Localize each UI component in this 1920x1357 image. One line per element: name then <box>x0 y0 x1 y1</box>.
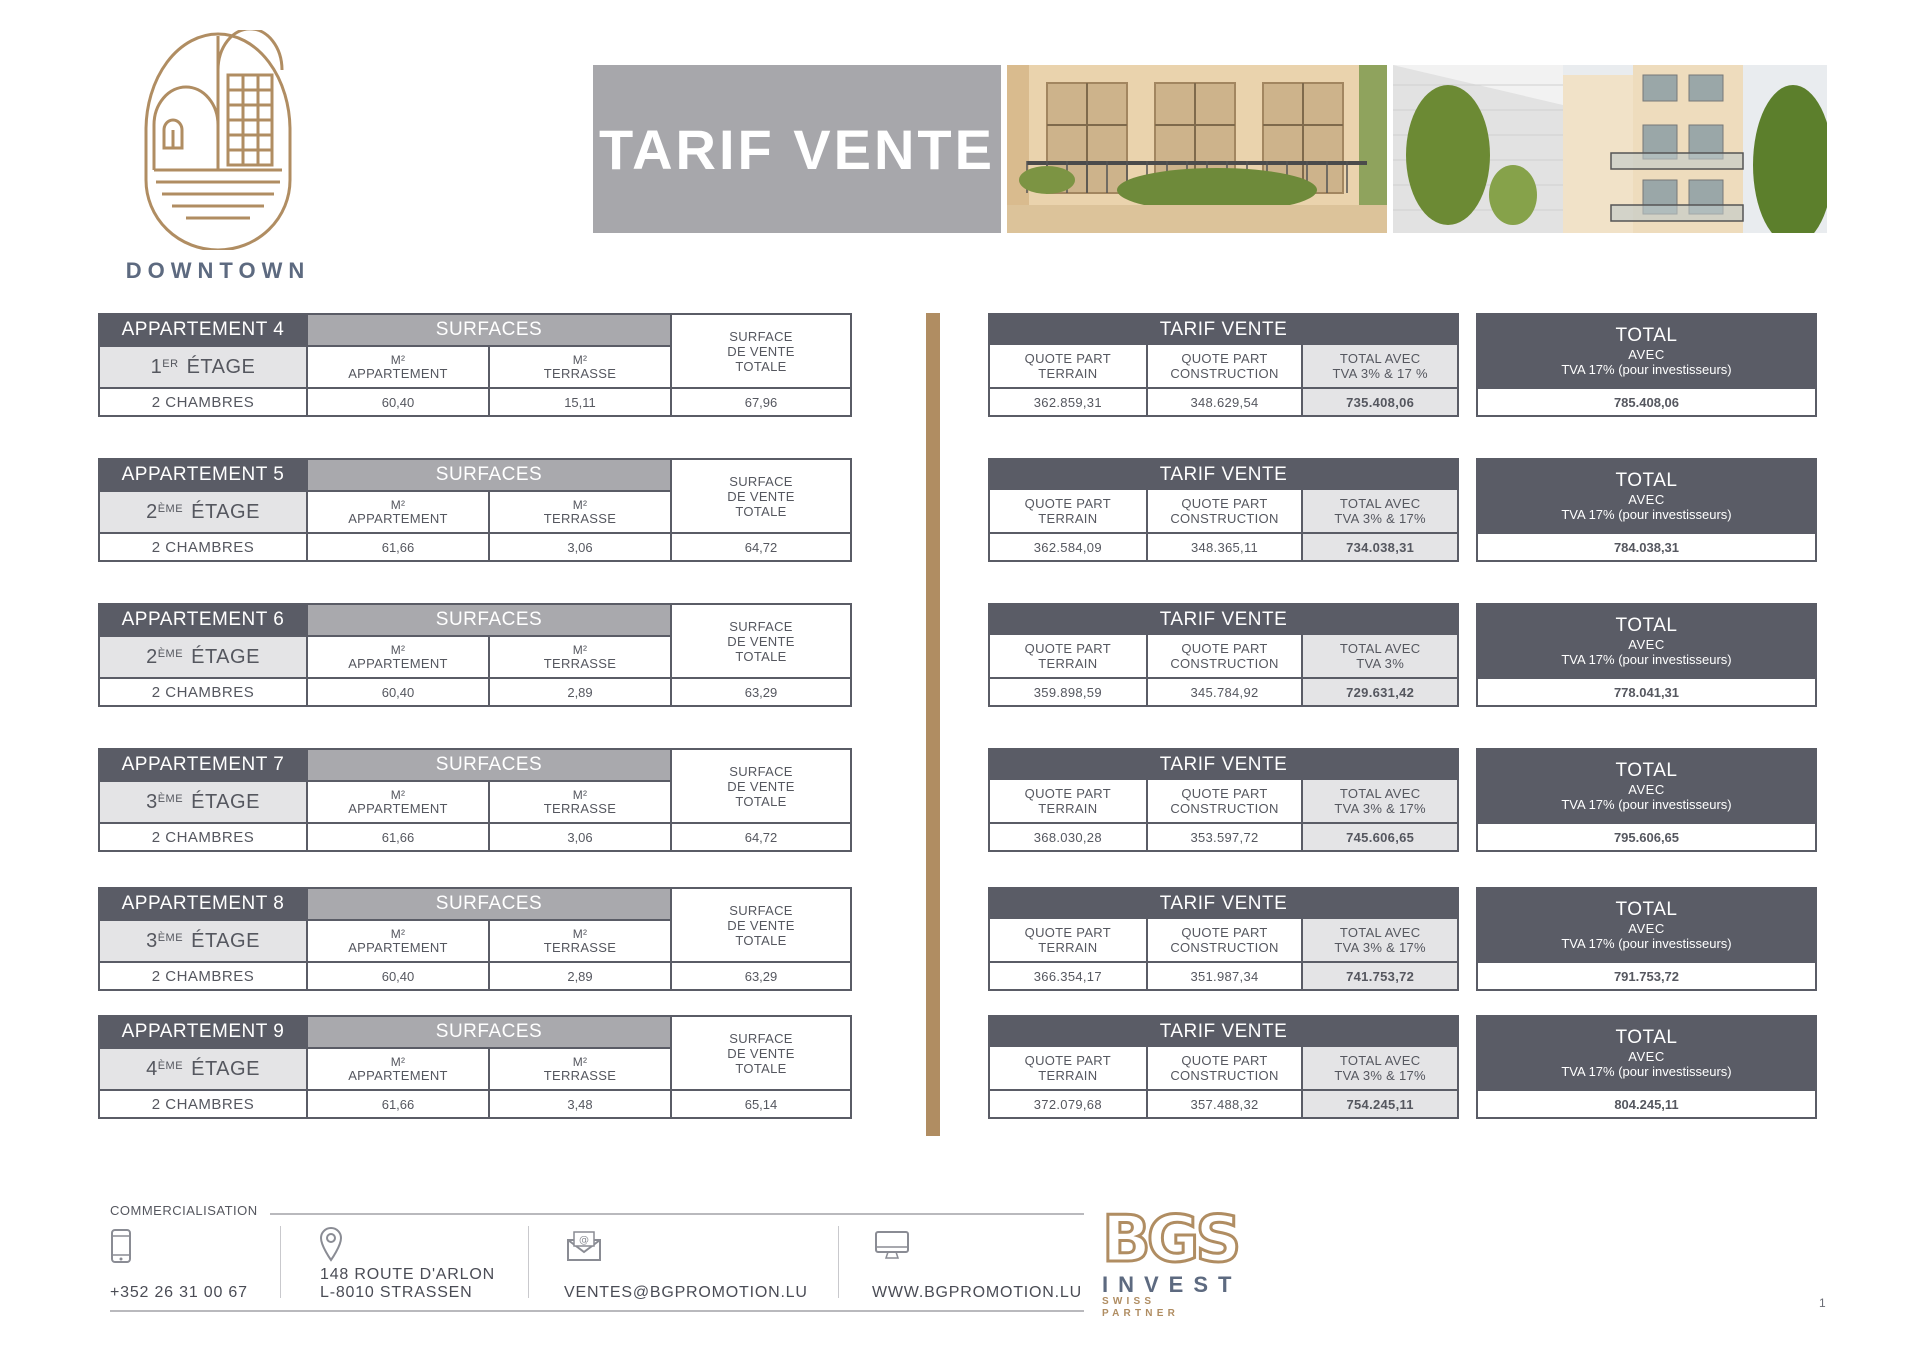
apartment-title: APPARTEMENT 4 <box>100 315 306 345</box>
surfaces-header: SURFACES <box>306 889 670 919</box>
address-line-1: 148 ROUTE D'ARLON <box>320 1266 495 1283</box>
total-investor-value: 795.606,65 <box>1478 822 1815 850</box>
total-investor-header: TOTAL AVEC TVA 17% (pour investisseurs) <box>1478 750 1815 822</box>
apartment-title: APPARTEMENT 7 <box>100 750 306 780</box>
m2-appartement-header: M² APPARTEMENT <box>306 490 488 532</box>
surface-totale-header: SURFACE DE VENTE TOTALE <box>670 605 850 677</box>
total-investor-box <box>1476 603 1817 707</box>
tarif-header: TARIF VENTE <box>990 889 1457 919</box>
total-investor-box <box>1476 458 1817 562</box>
m2-appartement-value: 60,40 <box>306 389 488 415</box>
terrain-value: 359.898,59 <box>1033 684 1102 700</box>
tarif-table <box>988 603 1459 707</box>
total-investor-value: 791.753,72 <box>1478 961 1815 989</box>
apartment-title: APPARTEMENT 9 <box>100 1017 306 1047</box>
total-tva-value: 741.753,72 <box>1301 963 1457 989</box>
title-banner <box>593 65 1001 233</box>
terrain-header: QUOTE PART TERRAIN <box>1024 641 1111 671</box>
floor-label: 1 $^{ER}$ ÉTAGE <box>100 345 306 387</box>
tarif-table <box>988 887 1459 991</box>
m2-appartement-header: M² APPARTEMENT <box>306 345 488 387</box>
terrain-header: QUOTE PART TERRAIN <box>1024 925 1111 955</box>
surfaces-table <box>98 458 852 562</box>
surfaces-header: SURFACES <box>306 750 670 780</box>
email-icon <box>566 1230 602 1262</box>
total-tva-value: 729.631,42 <box>1301 679 1457 705</box>
rooms-value: 2 CHAMBRES <box>151 967 255 985</box>
surface-totale-header: SURFACE DE VENTE TOTALE <box>670 315 850 387</box>
terrain-header: QUOTE PART TERRAIN <box>1024 496 1111 526</box>
total-tva-header: TOTAL AVEC TVA 3% & 17 % <box>1301 345 1457 387</box>
m2-terrasse-value: 3,06 <box>488 824 670 850</box>
total-investor-value: 804.245,11 <box>1478 1089 1815 1117</box>
terrain-header: QUOTE PART TERRAIN <box>1024 786 1111 816</box>
location-pin-icon <box>318 1226 344 1262</box>
surfaces-header: SURFACES <box>306 460 670 490</box>
tarif-header: TARIF VENTE <box>990 750 1457 780</box>
footer-separator <box>280 1226 281 1298</box>
phone-number[interactable]: +352 26 31 00 67 <box>110 1284 248 1301</box>
rooms-value: 2 CHAMBRES <box>151 828 255 846</box>
footer-top-rule <box>270 1213 1084 1215</box>
bgs-letters: BGS <box>1102 1203 1238 1277</box>
construction-value: 351.987,34 <box>1146 963 1302 989</box>
surfaces-table <box>98 603 852 707</box>
surfaces-table <box>98 748 852 852</box>
construction-header: QUOTE PART CONSTRUCTION <box>1146 1047 1302 1089</box>
apartment-title: APPARTEMENT 8 <box>100 889 306 919</box>
bgs-invest-logo <box>1102 1203 1242 1320</box>
total-investor-value: 785.408,06 <box>1478 387 1815 415</box>
total-investor-header: TOTAL AVEC TVA 17% (pour investisseurs) <box>1478 315 1815 387</box>
m2-terrasse-header: M² TERRASSE <box>488 1047 670 1089</box>
tarif-header: TARIF VENTE <box>990 605 1457 635</box>
surface-totale-header: SURFACE DE VENTE TOTALE <box>670 460 850 532</box>
footer-bottom-rule <box>110 1310 1084 1312</box>
m2-terrasse-value: 15,11 <box>488 389 670 415</box>
total-tva-header: TOTAL AVEC TVA 3% <box>1301 635 1457 677</box>
m2-terrasse-value: 2,89 <box>488 679 670 705</box>
m2-terrasse-header: M² TERRASSE <box>488 345 670 387</box>
building-photo <box>1393 65 1827 233</box>
floor-label: 4 $^{ÈME}$ ÉTAGE <box>100 1047 306 1089</box>
terrain-value: 372.079,68 <box>1033 1096 1102 1112</box>
phone-icon <box>110 1228 132 1264</box>
address-line-2: L-8010 STRASSEN <box>320 1284 473 1301</box>
monitor-icon <box>874 1230 910 1260</box>
tarif-table <box>988 748 1459 852</box>
m2-appartement-value: 61,66 <box>306 534 488 560</box>
vertical-divider <box>926 313 940 1136</box>
bgs-swiss-partner-text: SWISS PARTNER <box>1102 1296 1179 1319</box>
floor-label: 2 $^{ÈME}$ ÉTAGE <box>100 490 306 532</box>
footer-separator <box>838 1226 839 1298</box>
bgs-invest-text: INVEST <box>1102 1272 1242 1297</box>
logo-name: DOWNTOWN <box>125 258 311 283</box>
tarif-header: TARIF VENTE <box>990 1017 1457 1047</box>
construction-value: 345.784,92 <box>1146 679 1302 705</box>
construction-header: QUOTE PART CONSTRUCTION <box>1146 780 1302 822</box>
tarif-header: TARIF VENTE <box>990 315 1457 345</box>
website-link[interactable]: WWW.BGPROMOTION.LU <box>872 1284 1082 1301</box>
tarif-table <box>988 1015 1459 1119</box>
construction-value: 353.597,72 <box>1146 824 1302 850</box>
terrain-header: QUOTE PART TERRAIN <box>1024 351 1111 381</box>
total-investor-value: 778.041,31 <box>1478 677 1815 705</box>
m2-appartement-header: M² APPARTEMENT <box>306 1047 488 1089</box>
surfaces-header: SURFACES <box>306 605 670 635</box>
surface-totale-value: 63,29 <box>670 963 850 989</box>
surface-totale-header: SURFACE DE VENTE TOTALE <box>670 1017 850 1089</box>
m2-appartement-header: M² APPARTEMENT <box>306 919 488 961</box>
total-investor-box <box>1476 748 1817 852</box>
m2-appartement-value: 60,40 <box>306 963 488 989</box>
floor-label: 2 $^{ÈME}$ ÉTAGE <box>100 635 306 677</box>
total-tva-header: TOTAL AVEC TVA 3% & 17% <box>1301 780 1457 822</box>
surface-totale-header: SURFACE DE VENTE TOTALE <box>670 750 850 822</box>
tarif-header: TARIF VENTE <box>990 460 1457 490</box>
m2-terrasse-value: 3,06 <box>488 534 670 560</box>
footer-separator <box>528 1226 529 1298</box>
m2-appartement-value: 60,40 <box>306 679 488 705</box>
svg-text:@: @ <box>579 1235 589 1246</box>
total-investor-box <box>1476 313 1817 417</box>
terrain-header: QUOTE PART TERRAIN <box>1024 1053 1111 1083</box>
total-investor-header: TOTAL AVEC TVA 17% (pour investisseurs) <box>1478 1017 1815 1089</box>
total-tva-value: 734.038,31 <box>1301 534 1457 560</box>
floor-label: 3 $^{ÈME}$ ÉTAGE <box>100 780 306 822</box>
page-title: TARIF VENTE <box>599 117 995 181</box>
tarif-table <box>988 458 1459 562</box>
total-investor-value: 784.038,31 <box>1478 532 1815 560</box>
surface-totale-value: 65,14 <box>670 1091 850 1117</box>
rooms-value: 2 CHAMBRES <box>151 683 255 701</box>
total-tva-value: 754.245,11 <box>1301 1091 1457 1117</box>
m2-terrasse-header: M² TERRASSE <box>488 490 670 532</box>
m2-terrasse-header: M² TERRASSE <box>488 919 670 961</box>
total-tva-value: 735.408,06 <box>1301 389 1457 415</box>
m2-appartement-header: M² APPARTEMENT <box>306 635 488 677</box>
m2-terrasse-value: 3,48 <box>488 1091 670 1117</box>
floor-label: 3 $^{ÈME}$ ÉTAGE <box>100 919 306 961</box>
arch-emblem-icon <box>142 30 294 250</box>
terrain-value: 362.859,31 <box>1033 394 1102 410</box>
apartment-title: APPARTEMENT 5 <box>100 460 306 490</box>
surface-totale-value: 63,29 <box>670 679 850 705</box>
construction-value: 348.365,11 <box>1146 534 1302 560</box>
m2-appartement-header: M² APPARTEMENT <box>306 780 488 822</box>
construction-header: QUOTE PART CONSTRUCTION <box>1146 919 1302 961</box>
surface-totale-value: 67,96 <box>670 389 850 415</box>
page-number: 1 <box>1819 1296 1826 1310</box>
terrain-value: 362.584,09 <box>1033 539 1102 555</box>
total-investor-header: TOTAL AVEC TVA 17% (pour investisseurs) <box>1478 889 1815 961</box>
terrain-value: 368.030,28 <box>1033 829 1102 845</box>
surfaces-table <box>98 887 852 991</box>
construction-value: 357.488,32 <box>1146 1091 1302 1117</box>
m2-appartement-value: 61,66 <box>306 1091 488 1117</box>
surface-totale-value: 64,72 <box>670 824 850 850</box>
rooms-value: 2 CHAMBRES <box>151 538 255 556</box>
surfaces-header: SURFACES <box>306 1017 670 1047</box>
total-investor-box <box>1476 1015 1817 1119</box>
construction-header: QUOTE PART CONSTRUCTION <box>1146 345 1302 387</box>
total-tva-header: TOTAL AVEC TVA 3% & 17% <box>1301 490 1457 532</box>
surfaces-table <box>98 1015 852 1119</box>
tarif-table <box>988 313 1459 417</box>
total-investor-header: TOTAL AVEC TVA 17% (pour investisseurs) <box>1478 460 1815 532</box>
total-tva-header: TOTAL AVEC TVA 3% & 17% <box>1301 1047 1457 1089</box>
rooms-value: 2 CHAMBRES <box>151 393 255 411</box>
total-tva-header: TOTAL AVEC TVA 3% & 17% <box>1301 919 1457 961</box>
facade-photo <box>1007 65 1387 233</box>
total-investor-header: TOTAL AVEC TVA 17% (pour investisseurs) <box>1478 605 1815 677</box>
terrain-value: 366.354,17 <box>1033 968 1102 984</box>
m2-terrasse-header: M² TERRASSE <box>488 635 670 677</box>
m2-terrasse-value: 2,89 <box>488 963 670 989</box>
surfaces-header: SURFACES <box>306 315 670 345</box>
surface-totale-value: 64,72 <box>670 534 850 560</box>
construction-header: QUOTE PART CONSTRUCTION <box>1146 490 1302 532</box>
surface-totale-header: SURFACE DE VENTE TOTALE <box>670 889 850 961</box>
apartment-title: APPARTEMENT 6 <box>100 605 306 635</box>
construction-header: QUOTE PART CONSTRUCTION <box>1146 635 1302 677</box>
email-link[interactable]: VENTES@BGPROMOTION.LU <box>564 1284 808 1301</box>
construction-value: 348.629,54 <box>1146 389 1302 415</box>
m2-terrasse-header: M² TERRASSE <box>488 780 670 822</box>
surfaces-table <box>98 313 852 417</box>
total-investor-box <box>1476 887 1817 991</box>
rooms-value: 2 CHAMBRES <box>151 1095 255 1113</box>
downtown-logo <box>118 30 318 290</box>
m2-appartement-value: 61,66 <box>306 824 488 850</box>
total-tva-value: 745.606,65 <box>1301 824 1457 850</box>
commercialisation-label: COMMERCIALISATION <box>110 1203 258 1218</box>
